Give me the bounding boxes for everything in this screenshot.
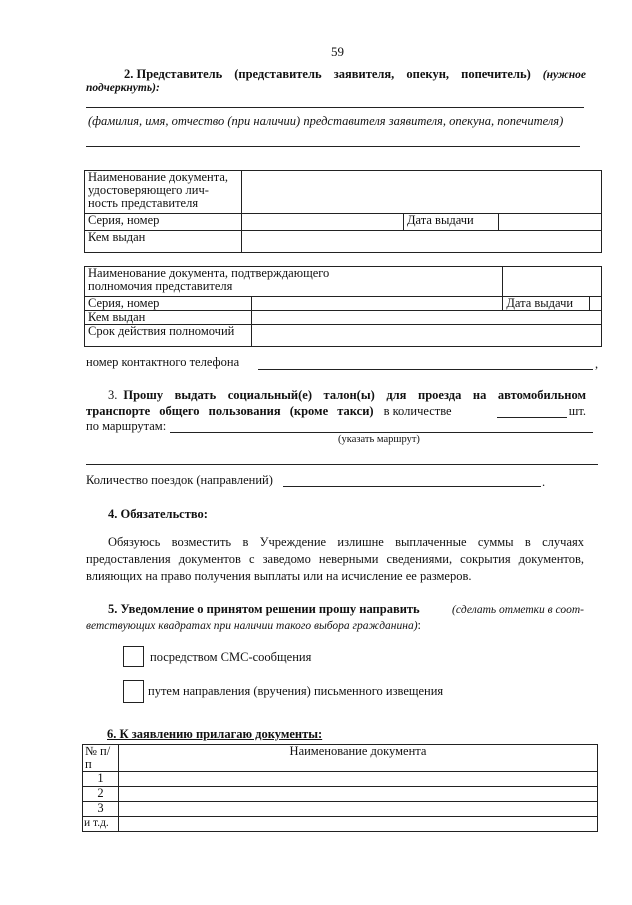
- section-5-title: 5. Уведомление о принятом решении прошу направить: [108, 602, 420, 616]
- section-2-hint: (нужное: [542, 69, 586, 81]
- section-5-hint1: (сделать отметки в соот-: [451, 604, 584, 616]
- t1-doc-name-l2: удостоверяющего лич-: [88, 183, 209, 197]
- t1-doc-name-value[interactable]: [242, 171, 602, 214]
- t1-series-value[interactable]: [242, 214, 404, 231]
- t2-series-label: Серия, номер: [85, 297, 252, 311]
- phone-label: номер контактного телефона: [86, 355, 240, 369]
- routes-line[interactable]: [170, 432, 593, 433]
- section-3-bold1: Прошу выдать социальный(е) талон(ы) для проезда на автомобильном: [123, 388, 586, 402]
- t2-doc-name-label: [85, 267, 503, 297]
- doc-row-name[interactable]: [119, 772, 598, 787]
- authority-doc-table: [84, 266, 602, 347]
- doc-row-num: 1: [83, 772, 119, 787]
- fio-extra-line[interactable]: [86, 146, 580, 147]
- t1-doc-name-l3: ность представителя: [88, 196, 199, 210]
- t2-issue-date-value[interactable]: [590, 297, 602, 311]
- t2-doc-name-l2: полномочия представителя: [88, 279, 233, 293]
- t1-issue-date-value[interactable]: [499, 214, 602, 231]
- section-5-colon: :: [417, 618, 422, 632]
- t1-doc-name-l1: Наименование документа,: [88, 170, 229, 184]
- col-num-header: № п/п: [83, 745, 119, 772]
- section-2-heading: [124, 67, 586, 82]
- section-5-hint2-wrap: [86, 618, 421, 633]
- t2-doc-name-l1: Наименование документа, подтверждающего: [88, 266, 330, 280]
- page-number: 59: [331, 44, 344, 59]
- t2-issued-by-label: Кем выдан: [85, 311, 252, 325]
- doc-row-name[interactable]: [119, 787, 598, 802]
- phone-end: ,: [595, 357, 599, 371]
- trips-label: Количество поездок (направлений): [86, 473, 273, 487]
- route-caption: (указать маршрут): [338, 434, 420, 445]
- section-4-title: 4. Обязательство:: [108, 507, 208, 521]
- t1-doc-name-label: [85, 171, 242, 214]
- obligation-line-1: Обязуюсь возместить в Учреждение излишне выплаченные суммы в случаях: [108, 535, 584, 549]
- t1-series-label: Серия, номер: [85, 214, 242, 231]
- sms-option-label: посредством СМС-сообщения: [150, 650, 312, 664]
- section-2-title: Представитель: [136, 67, 223, 81]
- representative-id-table: [84, 170, 602, 253]
- trips-input-line[interactable]: [283, 486, 541, 487]
- t2-validity-value[interactable]: [252, 325, 602, 347]
- t1-issued-by-label: Кем выдан: [85, 231, 242, 253]
- section-3-bold2: транспорте общего пользования (кроме такси): [86, 404, 374, 418]
- phone-input-line[interactable]: [258, 369, 593, 370]
- t2-issued-by-value[interactable]: [252, 311, 602, 325]
- t2-validity-label: Срок действия полномочий: [85, 325, 252, 347]
- ticket-quantity-line[interactable]: [497, 417, 567, 418]
- section-3-qty-label: в количестве: [383, 404, 452, 418]
- doc-row-num: 3: [83, 802, 119, 817]
- attached-docs-table: [82, 744, 598, 832]
- section-2-paren: (представитель заявителя, опекун, попечитель): [234, 67, 531, 81]
- t2-series-value[interactable]: [252, 297, 503, 311]
- t2-doc-name-value[interactable]: [503, 267, 602, 297]
- section-3-unit: шт.: [568, 404, 586, 418]
- section-2-hint-cont: подчеркнуть):: [86, 82, 160, 94]
- letter-option-label: путем направления (вручения) письменного извещения: [148, 684, 444, 698]
- doc-row-num: и т.д.: [83, 817, 119, 832]
- section-6-title: 6. К заявлению прилагаю документы:: [107, 727, 323, 741]
- obligation-line-3: влияющих на право получения выплаты или на исчисление ее размеров.: [86, 569, 472, 583]
- doc-row-name[interactable]: [119, 817, 598, 832]
- col-name-header: Наименование документа: [119, 745, 598, 772]
- section-3-line1: [108, 388, 586, 403]
- obligation-text: [86, 534, 584, 585]
- fio-caption: (фамилия, имя, отчество (при наличии) представителя заявителя, опекуна, попечителя): [88, 114, 564, 128]
- doc-row-num: 2: [83, 787, 119, 802]
- obligation-line-2: предоставления документов с заведомо неверными сведениями, сокрытия документов,: [86, 552, 584, 566]
- section-2-num: 2.: [124, 67, 134, 81]
- letter-checkbox[interactable]: [123, 680, 144, 703]
- section-3-num: 3.: [108, 388, 118, 402]
- section-5-heading: [108, 602, 584, 617]
- routes-line-2[interactable]: [86, 464, 598, 465]
- t1-issued-by-value[interactable]: [242, 231, 602, 253]
- trips-end: .: [542, 475, 546, 489]
- doc-row-name[interactable]: [119, 802, 598, 817]
- t1-issue-date-label: Дата выдачи: [404, 214, 499, 231]
- representative-name-line[interactable]: [86, 107, 584, 108]
- section-5-hint2: ветствующих квадратах при наличии такого выбора гражданина): [86, 620, 418, 632]
- sms-checkbox[interactable]: [123, 646, 144, 667]
- routes-label: по маршрутам:: [86, 419, 167, 433]
- t2-issue-date-label: Дата выдачи: [503, 297, 590, 311]
